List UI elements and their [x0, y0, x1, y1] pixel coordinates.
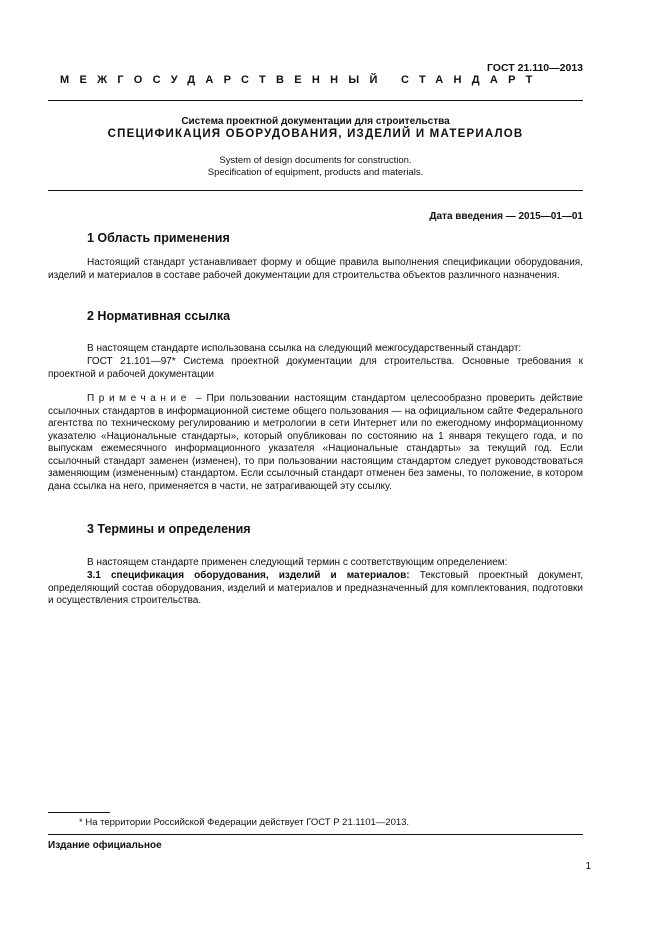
section-1-paragraph: [48, 257, 583, 282]
section-2-note: [48, 393, 583, 493]
section-3-heading: 3 Термины и определения: [87, 522, 251, 536]
section-3-definition: [48, 570, 583, 608]
note-text: – При пользовании настоящим стандартом целесообразно проверить действие ссылочных стандартов в информационной системе общего пользования — на официальном сайте Федерального агентства по техническому регулированию и метрологии в сети Интернет или по ежегодному информационному указателю «Национальные стандарты», который опубликован по состоянию на 1 января текущего года, и по выпускам ежемесячного информационного указателя «Национальные стандарты» за текущий год. Если ссылочный стандарт заменен (изменен), то при пользовании настоящим стандартом следует руководствоваться заменяющим (измененным) стандартом. Если ссылочный стандарт отменен без замены, то положение, в котором дана ссылка на него, применяется в части, не затрагивающей эту ссылку.: [48, 393, 583, 492]
document-title: СПЕЦИФИКАЦИЯ ОБОРУДОВАНИЯ, ИЗДЕЛИЙ И МАТЕРИАЛОВ: [107, 128, 524, 140]
section-1-heading: 1 Область применения: [87, 231, 230, 245]
section-1-text: Настоящий стандарт устанавливает форму и общие правила выполнения спецификации оборудования, изделий и материалов в составе рабочей документации для строительства объектов различного назначения.: [48, 257, 583, 281]
footnote-divider: [48, 812, 110, 813]
reference-gost-21-101: ГОСТ 21.101—97* Система проектной документации для строительства. Основные требования к проектной и рабочей документации: [48, 356, 583, 380]
section-2-paragraph-2: [48, 356, 583, 381]
english-title-line2: Specification of equipment, products and materials.: [207, 167, 424, 178]
gost-number: ГОСТ 21.110—2013: [486, 62, 583, 74]
header-divider: [48, 100, 583, 101]
series-title: Система проектной документации для строительства: [181, 116, 450, 127]
section-3-text-1: В настоящем стандарте применен следующий термин с соответствующим определением:: [87, 557, 508, 568]
section-3-paragraph-1: [48, 557, 583, 570]
term-3-1-definition: Текстовый проектный документ, определяющий состав оборудования, изделий и материалов и предназначенный для комплектования, подготовки и осуществления строительства.: [48, 570, 584, 606]
introduction-date: Дата введения — 2015—01—01: [429, 211, 583, 222]
note-label: Примечание: [87, 393, 191, 404]
standard-banner: МЕЖГОСУДАРСТВЕННЫЙ СТАНДАРТ: [60, 74, 543, 86]
english-title-line1: System of design documents for construction.: [219, 155, 412, 166]
official-edition-label: Издание официальное: [48, 840, 162, 851]
section-2-text-1: В настоящем стандарте использована ссылка на следующий межгосударственный стандарт:: [87, 343, 522, 354]
title-divider: [48, 190, 583, 191]
footer-divider: [48, 834, 583, 835]
section-2-paragraph-1: [48, 343, 583, 356]
footnote: * На территории Российской Федерации действует ГОСТ Р 21.1101—2013.: [79, 817, 410, 828]
term-3-1: 3.1 спецификация оборудования, изделий и материалов:: [87, 570, 410, 581]
page-number: 1: [585, 861, 591, 872]
section-2-heading: 2 Нормативная ссылка: [87, 309, 231, 323]
